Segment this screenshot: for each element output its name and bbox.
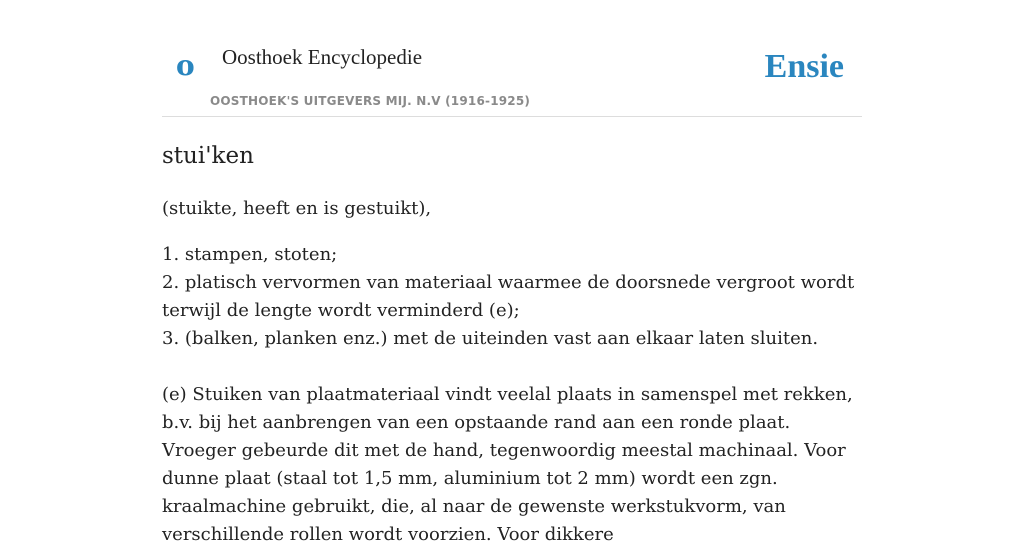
source-logo[interactable]: o [176, 49, 195, 82]
entry-content [162, 117, 862, 549]
entry-headword: stui'ken [162, 143, 254, 169]
definition-item: 2. platisch vervormen van materiaal waarmee de doorsnede vergroot wordt terwijl de lengte wordt verminderd (e); [162, 272, 855, 321]
entry-definitions [162, 241, 862, 353]
ensie-home-link[interactable]: Ensie [764, 48, 844, 85]
source-subtitle: OOSTHOEK'S UITGEVERS MIJ. N.V (1916-1925) [210, 94, 531, 108]
definition-item: 1. stampen, stoten; [162, 244, 338, 265]
entry-note: (e) Stuiken van plaatmateriaal vindt veelal plaats in samenspel met rekken, b.v. bij het aanbrengen van een opstaande rand aan een ronde plaat. Vroeger gebeurde dit met de hand, tegenwoordig meestal machinaal. Voor dunne plaat (staal tot 1,5 mm, aluminium tot 2 mm) wordt een zgn. kraalmachine gebruikt, die, al naar de gewenste werkstukvorm, van verschillende rollen wordt voorzien. Voor dikkere [162, 384, 853, 545]
source-title-link[interactable]: Oosthoek Encyclopedie [222, 45, 423, 69]
entry-forms: (stuikte, heeft en is gestuikt), [162, 198, 432, 219]
page [162, 0, 862, 549]
definition-item: 3. (balken, planken enz.) met de uiteinden vast aan elkaar laten sluiten. [162, 328, 819, 349]
site-header [162, 0, 862, 117]
